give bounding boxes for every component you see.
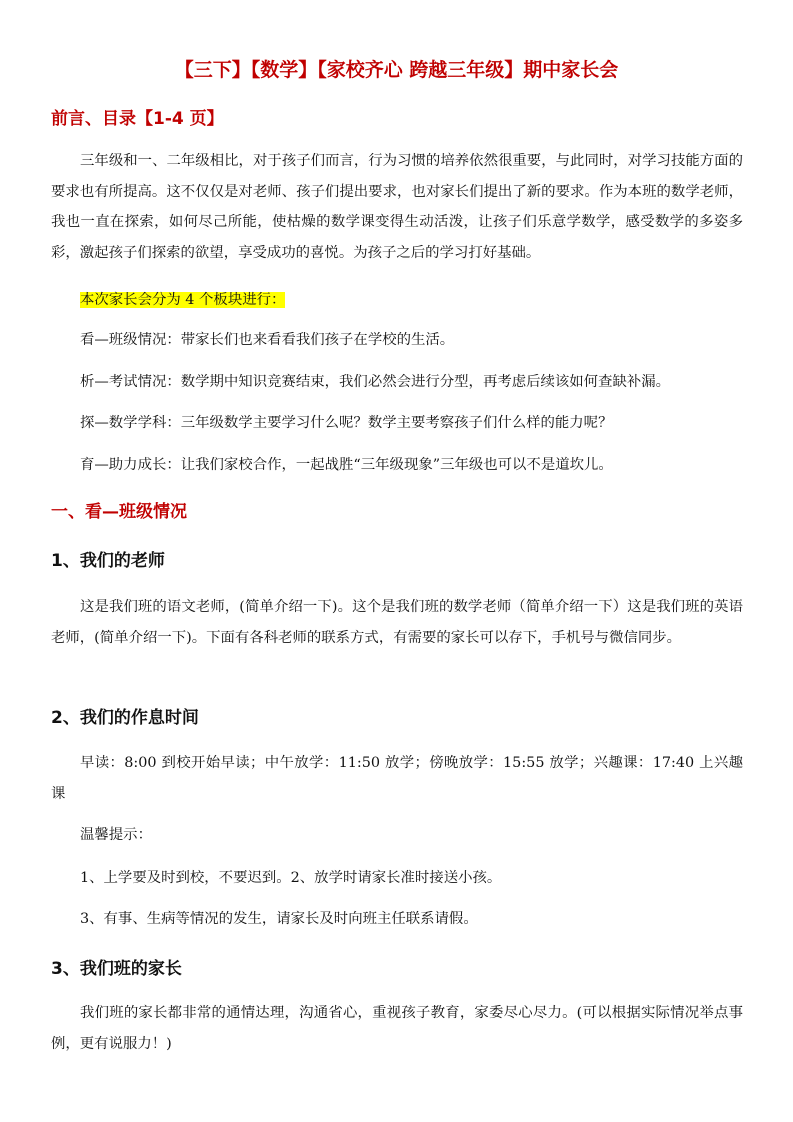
- teachers-heading: 1、我们的老师: [51, 551, 165, 571]
- intro-paragraph: 三年级和一、二年级相比，对于孩子们而言，行为习惯的培养依然很重要，与此同时，对学习技能方面的要求也有所提高。这不仅仅是对老师、孩子们提出要求，也对家长们提出了新的要求。作为本班的数学老师，我也一直在探索，如何尽己所能，使枯燥的数学课变得生动活泼，让孩子们乐意学数学，感受数学的多姿多彩，激起孩子们探索的欲望，享受成功的喜悦。为孩子之后的学习打好基础。: [51, 153, 743, 261]
- tips-label: 温馨提示：: [80, 827, 152, 843]
- block-item-explore: 探—数学学科：三年级数学主要学习什么呢？数学主要考察孩子们什么样的能力呢？: [80, 415, 613, 431]
- block-item-look: 看—班级情况：带家长们也来看看我们孩子在学校的生活。: [80, 332, 455, 348]
- section1-heading: 一、看—班级情况: [51, 502, 187, 522]
- schedule-paragraph: 早读：8:00 到校开始早读；中午放学：11:50 放学；傍晚放学：15:55 放学；兴趣课：17:40 上兴趣课: [51, 755, 743, 802]
- block-item-nurture: 育—助力成长：让我们家校合作，一起战胜“三年级现象”三年级也可以不是道坎儿。: [80, 457, 613, 473]
- document-title: 【三下】【数学】【家校齐心 跨越三年级】期中家长会: [174, 59, 619, 81]
- preface-heading: 前言、目录【1-4 页】: [51, 109, 224, 129]
- parents-paragraph: 我们班的家长都非常的通情达理，沟通省心，重视孩子教育，家委尽心尽力。(可以根据实际情况举点事例，更有说服力！): [51, 1005, 743, 1052]
- parents-heading: 3、我们班的家长: [51, 959, 182, 979]
- tip-item: 3、有事、生病等情况的发生，请家长及时向班主任联系请假。: [80, 911, 478, 927]
- teachers-paragraph: 这是我们班的语文老师，(简单介绍一下)。这个是我们班的数学老师（简单介绍一下）这是我们班的英语老师，(简单介绍一下)。下面有各科老师的联系方式，有需要的家长可以存下，手机号与微信同步。: [51, 599, 743, 646]
- blocks-intro-highlight: 本次家长会分为 4 个板块进行：: [80, 292, 286, 308]
- blocks-intro: [80, 288, 285, 312]
- block-item-analyze: 析—考试情况：数学期中知识竞赛结束，我们必然会进行分型，再考虑后续该如何查缺补漏。: [80, 374, 671, 390]
- schedule-heading: 2、我们的作息时间: [51, 708, 199, 728]
- tip-item: 1、上学要及时到校，不要迟到。2、放学时请家长准时接送小孩。: [80, 870, 502, 886]
